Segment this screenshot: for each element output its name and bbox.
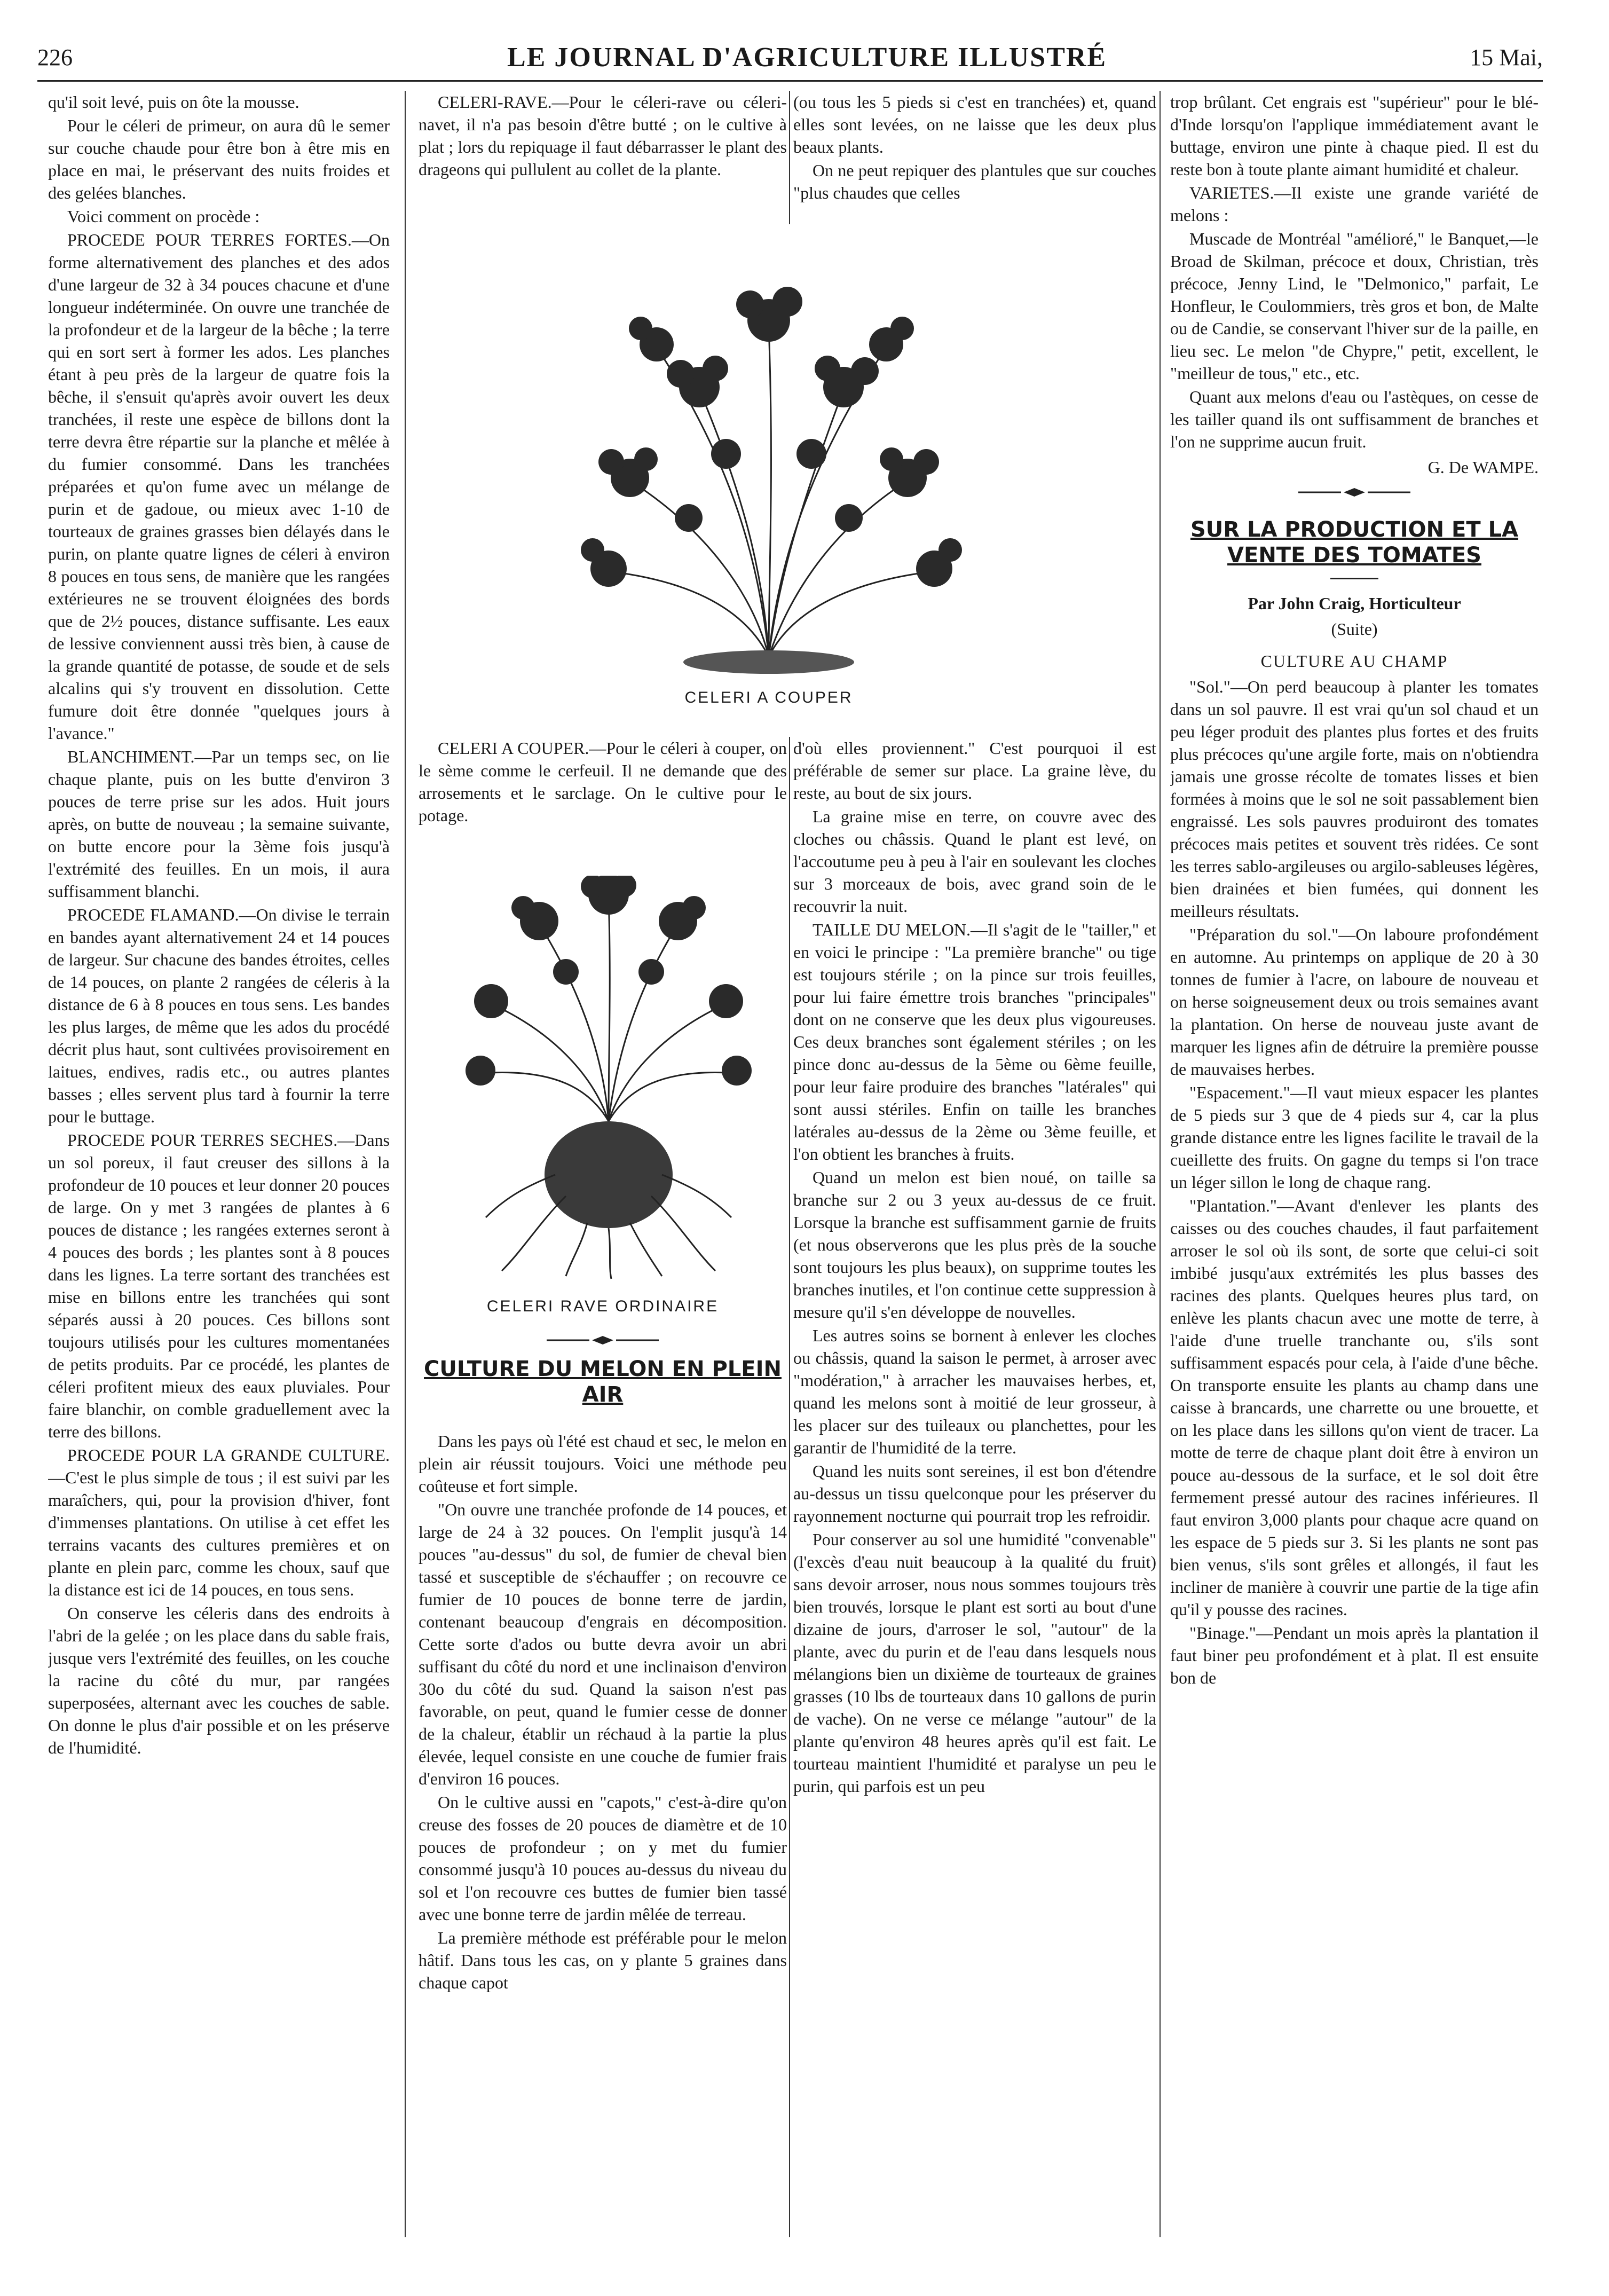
ornament-separator bbox=[1298, 487, 1410, 498]
column-rule-2 bbox=[789, 91, 790, 224]
column-3-top bbox=[793, 91, 1156, 230]
journal-title: LE JOURNAL D'AGRICULTURE ILLUSTRÉ bbox=[507, 42, 1107, 73]
header-rule bbox=[37, 80, 1543, 82]
page-number: 226 bbox=[37, 44, 73, 70]
byline: Par John Craig, Horticulteur bbox=[1248, 594, 1461, 613]
paragraph: PROCEDE POUR LA GRANDE CULTURE.—C'est le plus simple de tous ; il est suivi par les maraîchers, qui, pour la provision d'hiver, font d'immenses plantations. On utilise à cet effet les terrains vacants des cultures premières et on plante en plein parc, comme les choux, sauf que la distance est ici de 14 pouces, en tous sens. bbox=[48, 1445, 390, 1599]
paragraph: Quant aux melons d'eau ou l'astèques, on cesse de les tailler quand ils ont suffisamment de branches et l'on ne supprime aucun fruit. bbox=[1170, 387, 1539, 451]
paragraph: Pour conserver au sol une humidité "convenable" (l'excès d'eau nuit beaucoup à la qualité du fruit) sans devoir arroser, nous nous sommes toujours très bien trouvés, lorsque le plant est sorti au bout d'une dizaine de jours, d'arroser le sol, "autour" de la plante, avec du purin et de l'eau dans lesquels nous mélangions bien un dixième de tourteaux de graines grasses (10 lbs de tourteaux dans 10 gallons de purin de vache). On ne verse ce mélange "autour" de la plante qu'environ 48 heures après qu'il est fait. Le tourteau maintient l'humidité et paralyse un peu le purin, qui parfois est un peu bbox=[793, 1530, 1156, 1796]
continued-note: (Suite) bbox=[1331, 619, 1378, 639]
column-2-middle bbox=[419, 737, 787, 860]
paragraph: "Sol."—On perd beaucoup à planter les tomates dans un sol pauvre. Il est vrai qu'un sol chaud et un peu léger produit des plantes plus fortes et des fruits plus précoces qu'une argile forte, mais on n'obtiendra jamais une grosse récolte de tomates lisses et bien formées à moins que le sol ne soit passablement bien engraissé. Les sols pauvres produiront des tomates précoces mais petites et souvent très ridées. Ce sont les terres sablo-argileuses ou argilo-sableuses légères, bien drainées et bien fumées, qui donnent les meilleurs résultats. bbox=[1170, 677, 1539, 921]
paragraph: VARIETES.—Il existe une grande variété de melons : bbox=[1170, 183, 1539, 225]
paragraph: CELERI A COUPER.—Pour le céleri à couper, on le sème comme le cerfeuil. Il ne demande que des arrosements et le sarclage. On le cultive pour le potage. bbox=[419, 738, 787, 825]
paragraph: PROCEDE FLAMAND.—On divise le terrain en bandes ayant alternativement 24 et 14 pouces de largeur. Sur chacune des bandes étroites, celles de 14 pouces, on plante 2 rangées de céleris à la distance de 6 à 8 pouces en tous sens. Les bandes les plus larges, de même que les ados du procédé décrit plus haut, sont cultivées provisoirement en laitues, endives, radis etc., ou autres plantes basses ; elles servent plus tard à fournir la terre pour le buttage. bbox=[48, 905, 390, 1126]
column-2-top bbox=[419, 91, 787, 230]
paragraph: d'où elles proviennent." C'est pourquoi il est préférable de semer sur place. La graine lève, du reste, au bout de six jours. bbox=[793, 738, 1156, 803]
column-rule-1 bbox=[405, 91, 406, 2237]
paragraph: Pour le céleri de primeur, on aura dû le semer sur couche chaude pour être bon à être mis en place en mai, le préservant des nuits froides et des gelées blanches. bbox=[48, 116, 390, 202]
paragraph: On conserve les céleris dans des endroits à l'abri de la gelée ; on les place dans du sable frais, jusque vers l'extrémité des feuilles, on les couche la racine du côté du mur, par rangées superposées, alternant avec les couches de sable. On donne le plus d'air possible et on les préserve de l'humidité. bbox=[48, 1603, 390, 1757]
paragraph: "Binage."—Pendant un mois après la plantation il faut biner peu profondément et à plat. Il est ensuite bon de bbox=[1170, 1623, 1539, 1687]
paragraph: Muscade de Montréal "amélioré," le Banquet,—le Broad de Skilman, précoce et doux, Christian, très précoce, Jenny Lind, le "Delmonico," parfait, Le Honfleur, le Coulommiers, très gros et bon, de Malte ou de Candie, se conservant l'hiver sur de la paille, en lieu sec. Le melon "de Chypre," petit, excellent, le "meilleur de tous," etc., etc. bbox=[1170, 229, 1539, 383]
celeriac-illustration bbox=[459, 876, 758, 1281]
title-rule bbox=[1330, 578, 1378, 579]
paragraph: TAILLE DU MELON.—Il s'agit de le "tailler," et en voici le principe : "La première branche" ou tige est toujours stérile ; on la pince sur trois feuilles, pour lui faire émettre trois branches "principales" dont on ne conserve que les deux plus vigoureuses. Ces deux branches sont également stériles ; on les pince donc au-dessus de la 5ème ou 6ème feuille, pour leur faire produire des branches "latérales" qui sont aussi stériles. Enfin on taille les branches latérales au-dessus de la 2ème ou 3ème feuille, et l'on obtient les branches à fruits. bbox=[793, 920, 1156, 1163]
page-header bbox=[37, 42, 1543, 79]
paragraph: Les autres soins se bornent à enlever les cloches ou châssis, quand la saison le permet, à arroser avec "modération," à arracher les mauvaises herbes, et, quand les melons sont à moitié de leur grosseur, à les placer sur des tuileaux ou planchettes, pour les garantir de l'humidité de la terre. bbox=[793, 1326, 1156, 1457]
column-2-bottom bbox=[419, 1356, 787, 2237]
paragraph: PROCEDE POUR TERRES SECHES.—Dans un sol poreux, il faut creuser des sillons à la profondeur de 10 pouces et leur donner 20 pouces de large. On y met 3 rangées de plantes à 6 pouces de distance ; les rangées externes seront à 4 pouces des bords ; les plantes sont à 8 pouces dans les lignes. La terre sortant des tranchées est mise en billons entre les tranchées qui sont séparés aussi à 20 pouces. Ces billons sont toujours utilisés pour les cultures momentanées de petits produits. Par ce procédé, les plantes de céleri profitent mieux des eaux pluviales. Pour faire blanchir, on comble graduellement avec la terre des billons. bbox=[48, 1130, 390, 1441]
paragraph: "Espacement."—Il vaut mieux espacer les plantes de 5 pieds sur 3 que de 4 pieds sur 4, car la plus grande distance entre les lignes facilite le travail de la cueillette des fruits. On gagne du temps si l'on trace un léger sillon le long de chaque rang. bbox=[1170, 1083, 1539, 1192]
paragraph: CELERI-RAVE.—Pour le céleri-rave ou céleri-navet, il n'a pas besoin d'être butté ; on le cultive à plat ; lors du repiquage il faut débarrasser le plant des drageons qui pullulent au collet de la plante. bbox=[419, 92, 787, 179]
paragraph: On ne peut repiquer des plantules que sur couches "plus chaudes que celles bbox=[793, 161, 1156, 202]
paragraph: Quand les nuits sont sereines, il est bon d'étendre au-dessus un tissu quelconque pour les préserver du rayonnement nocturne qui pourrait trop les refroidir. bbox=[793, 1461, 1156, 1526]
author-signature: G. De WAMPE. bbox=[1427, 458, 1539, 477]
column-rule-4 bbox=[1160, 91, 1161, 2237]
paragraph: On le cultive aussi en "capots," c'est-à-dire qu'on creuse des fosses de 20 pouces de diamètre et de 10 pouces de profondeur ; on y met du fumier consommé jusqu'à 10 pouces au-dessus du niveau du sol et l'on recouvre ces buttes de fumier bien tassé avec une bonne terre de jardin mêlée de terreau. bbox=[419, 1792, 787, 1924]
paragraph: trop brûlant. Cet engrais est "supérieur" pour le blé-d'Inde lorsqu'on l'applique immédiatement avant le buttage, environ une pinte à chaque pied. Il est du reste bon à toute plante aimant humidité et chaleur. bbox=[1170, 92, 1539, 179]
paragraph: BLANCHIMENT.—Par un temps sec, on lie chaque plante, puis on les butte d'environ 3 pouces de terre prise sur les ados. Huit jours après, on butte de nouveau ; la semaine suivante, on butte encore pour la 3ème fois jusqu'à l'extrémité des feuilles. En un mois, il aura suffisamment blanchi. bbox=[48, 747, 390, 901]
paragraph: La graine mise en terre, on couvre avec des cloches ou châssis. Quand le plant est levé, on l'accoutume peu à peu à l'air en soulevant les cloches sur 3 morceaux de bois, avec grand soin de le recouvrir la nuit. bbox=[793, 807, 1156, 916]
paragraph: "On ouvre une tranchée profonde de 14 pouces, et large de 24 à 32 pouces. On l'emplit jusqu'à 14 pouces "au-dessus" du sol, de fumier de cheval bien tassé et susceptible de s'échauffer ; on recouvre ce fumier de 10 pouces de bonne terre de jardin, contenant beaucoup d'engrais en décomposition. Cette sorte d'ados ou butte devra avoir un abri suffisant du côté du nord et une inclinaison d'environ 30o du côté du sud. Quand la saison n'est pas favorable, on peut, quand le fumier cesse de donner de la chaleur, établir un réchaud à la partie la plus élevée, lequel consiste en une couche de fumier frais d'environ 16 pouces. bbox=[419, 1500, 787, 1788]
figure-1-caption: CELERI A COUPER bbox=[684, 689, 853, 706]
section-title-tomatoes: SUR LA PRODUCTION ET LA VENTE DES TOMATES bbox=[1190, 517, 1519, 568]
paragraph: "Préparation du sol."—On laboure profondément en automne. Au printemps on applique de 20 à 30 tonnes de fumier à l'acre, on laboure de nouveau et on herse soigneusement deux ou trois semaines avant la plantation. On herse de nouveau juste avant de marquer les lignes afin de détruire la première pousse de mauvaises herbes. bbox=[1170, 925, 1539, 1079]
column-rule-3 bbox=[789, 737, 790, 2237]
issue-date: 15 Mai, bbox=[1470, 44, 1543, 70]
paragraph: PROCEDE POUR TERRES FORTES.—On forme alternativement des planches et des ados d'une largeur de 32 à 34 pouces chacune et d'une longueur indéterminée. On ouvre une tranchée de la profondeur et de la largeur de la bêche ; la terre qui en sort sert à former les ados. Les planches étant à peu près de la largeur de quatre fois la bêche, il s'ensuit qu'après avoir ouvert les deux tranchées, il reste une espèce de billons dont la terre devra être répartie sur la planche et mêlée à du fumier consommé. Dans les tranchées préparées et qu'on fume avec un mélange de purin et de gadoue, ou mieux avec 1-10 de tourteaux de graines grasses bien délayés dans le purin, on plante quatre lignes de céleri à environ 8 pouces en tous sens, de manière que les rangées extérieures ne se trouvent éloignées des bords que de 2½ pouces, distance suffisante. Les eaux de lessive conviennent aussi très bien, à cause de la grande quantité de potasse, de soude et de sels alcalins qui s'y trouvent en dissolution. Cette fumure doit être donnée "quelques jours à l'avance." bbox=[48, 230, 390, 743]
paragraph: La première méthode est préférable pour le melon hâtif. Dans tous les cas, on y plante 5 graines dans chaque capot bbox=[419, 1928, 787, 1992]
paragraph: Quand un melon est bien noué, on taille sa branche sur 2 ou 3 yeux au-dessus de ce fruit. Lorsque la branche est suffisamment garnie de fruits (et nous observerons que les plus près de la souche sont toujours les plus beaux), on supprime toutes les branches inutiles, et l'on continue cette suppression à mesure qu'il s'en développe de nouvelles. bbox=[793, 1168, 1156, 1322]
subhead: CULTURE AU CHAMP bbox=[1260, 651, 1448, 671]
paragraph: Dans les pays où l'été est chaud et sec, le melon en plein air réussit toujours. Voici une méthode peu coûteuse et fort simple. bbox=[419, 1432, 787, 1496]
paragraph: (ou tous les 5 pieds si c'est en tranchées) et, quand elles sont levées, on ne laisse que les deux plus beaux plants. bbox=[793, 92, 1156, 156]
figure-2-caption: CELERI RAVE ORDINAIRE bbox=[486, 1298, 719, 1315]
section-title-melon: CULTURE DU MELON EN PLEIN AIR bbox=[424, 1357, 782, 1407]
column-4 bbox=[1170, 91, 1539, 2237]
column-1 bbox=[48, 91, 390, 2216]
column-3-bottom bbox=[793, 737, 1156, 2237]
paragraph: "Plantation."—Avant d'enlever les plants des caisses ou des couches chaudes, il faut parfaitement arroser le sol où ils sont, de sorte que celui-ci soit imbibé jusqu'aux extrémités les plus basses des racines des plants. Quelques heures plus tard, on enlève les plants chacun avec une motte de terre, à l'aide d'une truelle tranchante ou, s'ils sont suffisamment espacés pour cela, à l'aide d'une bêche. On transporte ensuite les plants au champ dans une caisse à brancards, une charrette ou une brouette, et on les place dans les sillons qu'on vient de tracer. La motte de terre de chaque plant doit être à environ un pouce au-dessous de la surface, et le sol doit être fermement pressé autour des racines inférieures. Il faut environ 3,000 plants pour chaque acre quand on les espace de 5 pieds sur 3. Si les plants ne sont pas bien venus, s'ils sont grêles et allongés, il faut les incliner de manière à couvrir une partie de la tige afin qu'il y pousse des racines. bbox=[1170, 1196, 1539, 1619]
ornament-separator bbox=[547, 1335, 659, 1346]
paragraph: Voici comment on procède : bbox=[67, 207, 260, 226]
celery-illustration bbox=[566, 251, 972, 678]
paragraph: qu'il soit levé, puis on ôte la mousse. bbox=[48, 92, 299, 112]
